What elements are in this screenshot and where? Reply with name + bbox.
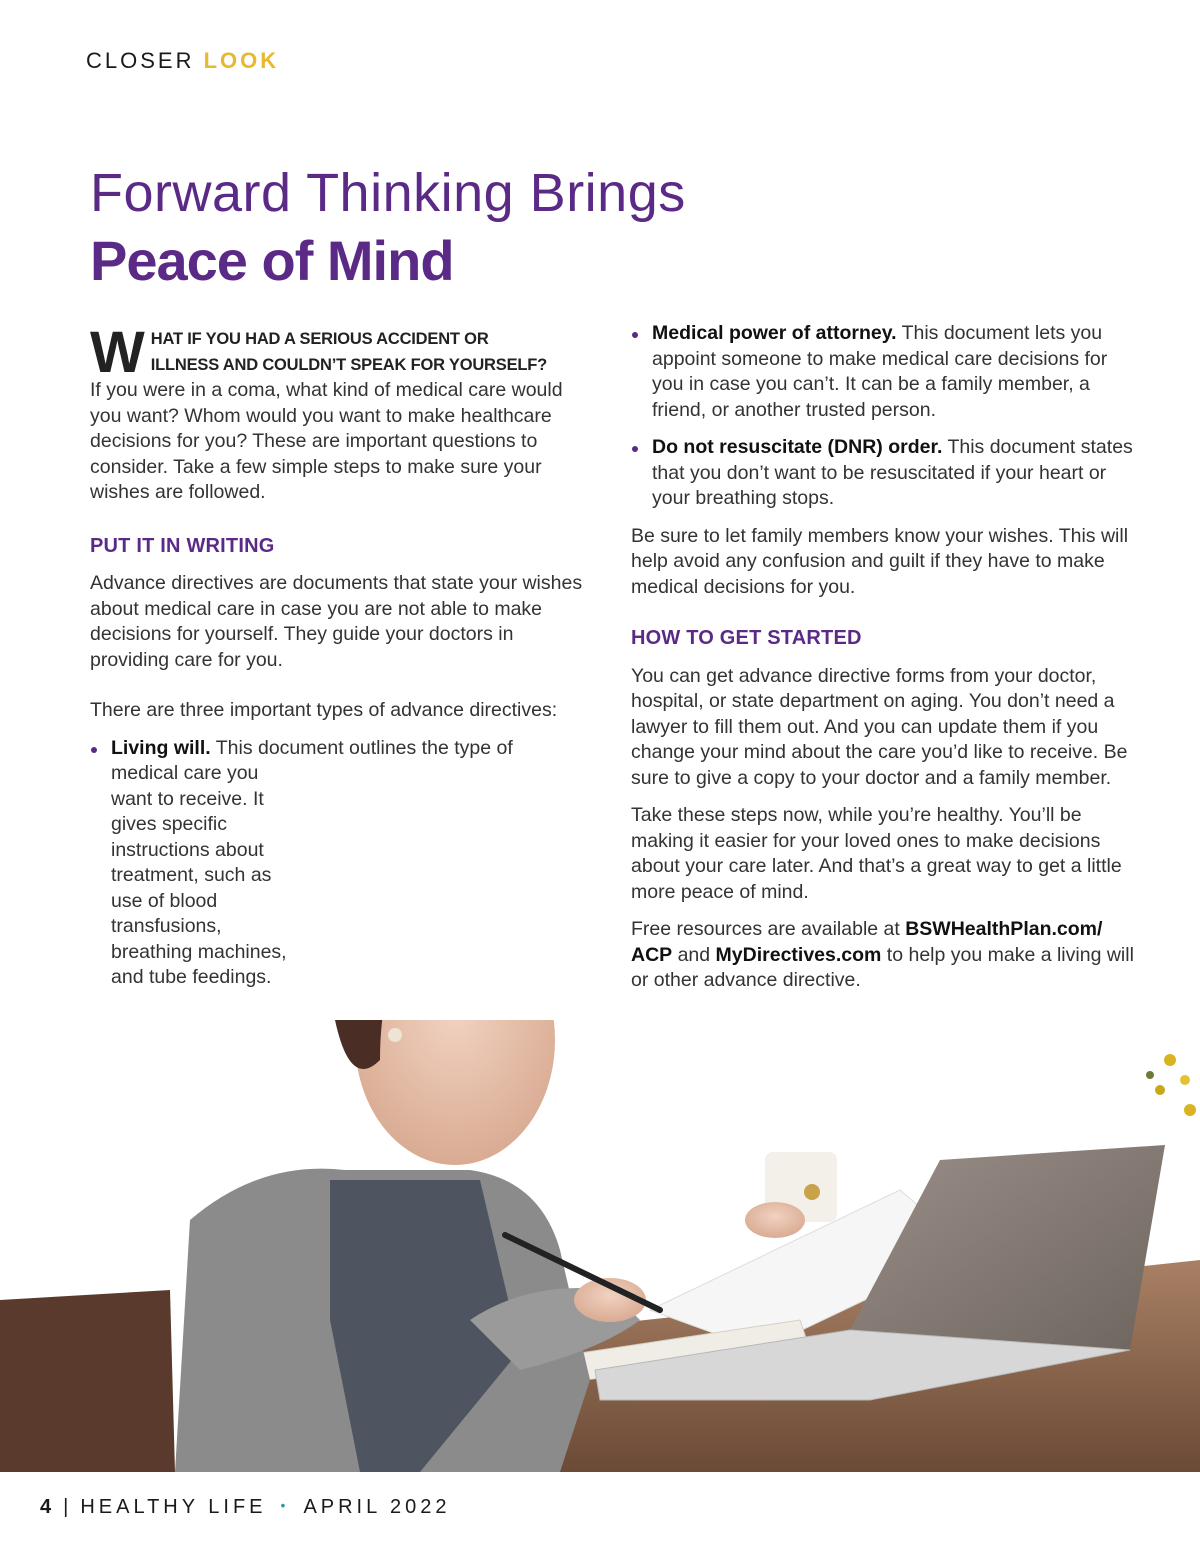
- bullet-dot: [632, 446, 638, 452]
- list-item-dnr: [631, 435, 1141, 512]
- yellow-flowers: [1146, 1054, 1196, 1116]
- page-footer: [40, 1496, 451, 1519]
- chair-back: [0, 1290, 175, 1472]
- bullet-dot: [632, 332, 638, 338]
- title-line1: Forward Thinking Brings: [90, 163, 686, 223]
- section-label-word2: LOOK: [203, 48, 280, 73]
- intro-body: If you were in a coma, what kind of medical care would you want? Whom would you want to make healthcare decisions for you? These are important questions to consider. Take a few simple steps to make sure your wishes are followed.: [90, 379, 563, 503]
- list-item-power-of-attorney: [631, 321, 1141, 423]
- photo-illustration: [0, 1020, 1200, 1472]
- title-line2: Peace of Mind: [90, 229, 454, 292]
- put-in-writing-heading: PUT IT IN WRITING: [90, 534, 275, 557]
- laptop-screen: [850, 1145, 1165, 1350]
- advance-directive-list-left: [90, 736, 590, 991]
- footer-dot: •: [280, 1497, 290, 1513]
- mug-flower: [804, 1184, 820, 1200]
- put-in-writing-para1: Advance directives are documents that state your wishes about medical care in case you are not able to make decisions for yourself. They guide your doctors in providing care for you.: [90, 572, 583, 671]
- advance-directive-list-right: [631, 321, 1141, 512]
- resources-paragraph: [631, 917, 1141, 994]
- intro: [90, 320, 590, 506]
- page-number: 4: [40, 1496, 52, 1518]
- publication-name: HEALTHY LIFE: [80, 1496, 267, 1518]
- resources-mid: and: [672, 943, 716, 966]
- dnr-term: Do not resuscitate (DNR) order.: [652, 436, 943, 458]
- resources-link-mydirectives[interactable]: MyDirectives.com: [715, 943, 882, 966]
- left-hand: [745, 1202, 805, 1238]
- resources-pre: Free resources are available at: [631, 918, 906, 940]
- face: [355, 1020, 555, 1165]
- living-will-term: Living will.: [111, 736, 211, 759]
- list-item-living-will: [90, 736, 590, 991]
- living-will-text-line1: This document outlines the type of: [210, 736, 513, 759]
- how-para2: Take these steps now, while you’re healthy. You’ll be making it easier for your loved ones to make decisions about your care later. And that’s a great way to get a little more peace of mind.: [631, 804, 1122, 903]
- dnr-text: This document states that you don’t want to be resuscitated if your heart or your breathing stops.: [652, 436, 1133, 509]
- bullet-dot: [91, 747, 97, 753]
- section-label-word1: CLOSER: [86, 48, 195, 73]
- how-para1: You can get advance directive forms from your doctor, hospital, or state department on aging. You don’t need a lawyer to fill them out. And you can update them if you change your mind about the care you’d like to receive. Be sure to give a copy to your doctor and a family member.: [631, 664, 1128, 789]
- footer-separator: |: [63, 1496, 69, 1518]
- drop-cap: W: [90, 320, 145, 385]
- issue-date: APRIL 2022: [303, 1496, 451, 1518]
- resources-link-bswhealthplan[interactable]: BSWHealthPlan.com/ ACP: [631, 918, 1103, 966]
- earring: [388, 1028, 402, 1042]
- power-of-attorney-text: This document lets you appoint someone to make medical care decisions for you in case you can’t. It can be a family member, a friend, or another trusted person.: [652, 322, 1108, 421]
- family-paragraph: Be sure to let family members know your wishes. This will help avoid any confusion and guilt if they have to make medical decisions for you.: [631, 524, 1129, 598]
- section-label: [86, 48, 279, 74]
- article-title: [90, 160, 990, 296]
- left-column: [90, 320, 590, 991]
- how-to-get-started-heading: HOW TO GET STARTED: [631, 627, 862, 649]
- photo-woman-writing-at-laptop: [0, 1020, 1200, 1472]
- living-will-text-rest: medical care you want to receive. It gives specific instructions about treatment, such as use of blood transfusions, breathing machines, and tube feedings.: [111, 762, 287, 988]
- right-column: [631, 321, 1141, 994]
- power-of-attorney-term: Medical power of attorney.: [652, 322, 897, 344]
- resources-post: to help you make a living will or other advance directive.: [631, 943, 1134, 991]
- intro-caps-line1: HAT IF YOU HAD A SERIOUS ACCIDENT OR: [150, 330, 489, 348]
- put-in-writing-para2: There are three important types of advance directives:: [90, 699, 558, 721]
- intro-caps-line2: ILLNESS AND COULDN’T SPEAK FOR YOURSELF?: [150, 356, 548, 374]
